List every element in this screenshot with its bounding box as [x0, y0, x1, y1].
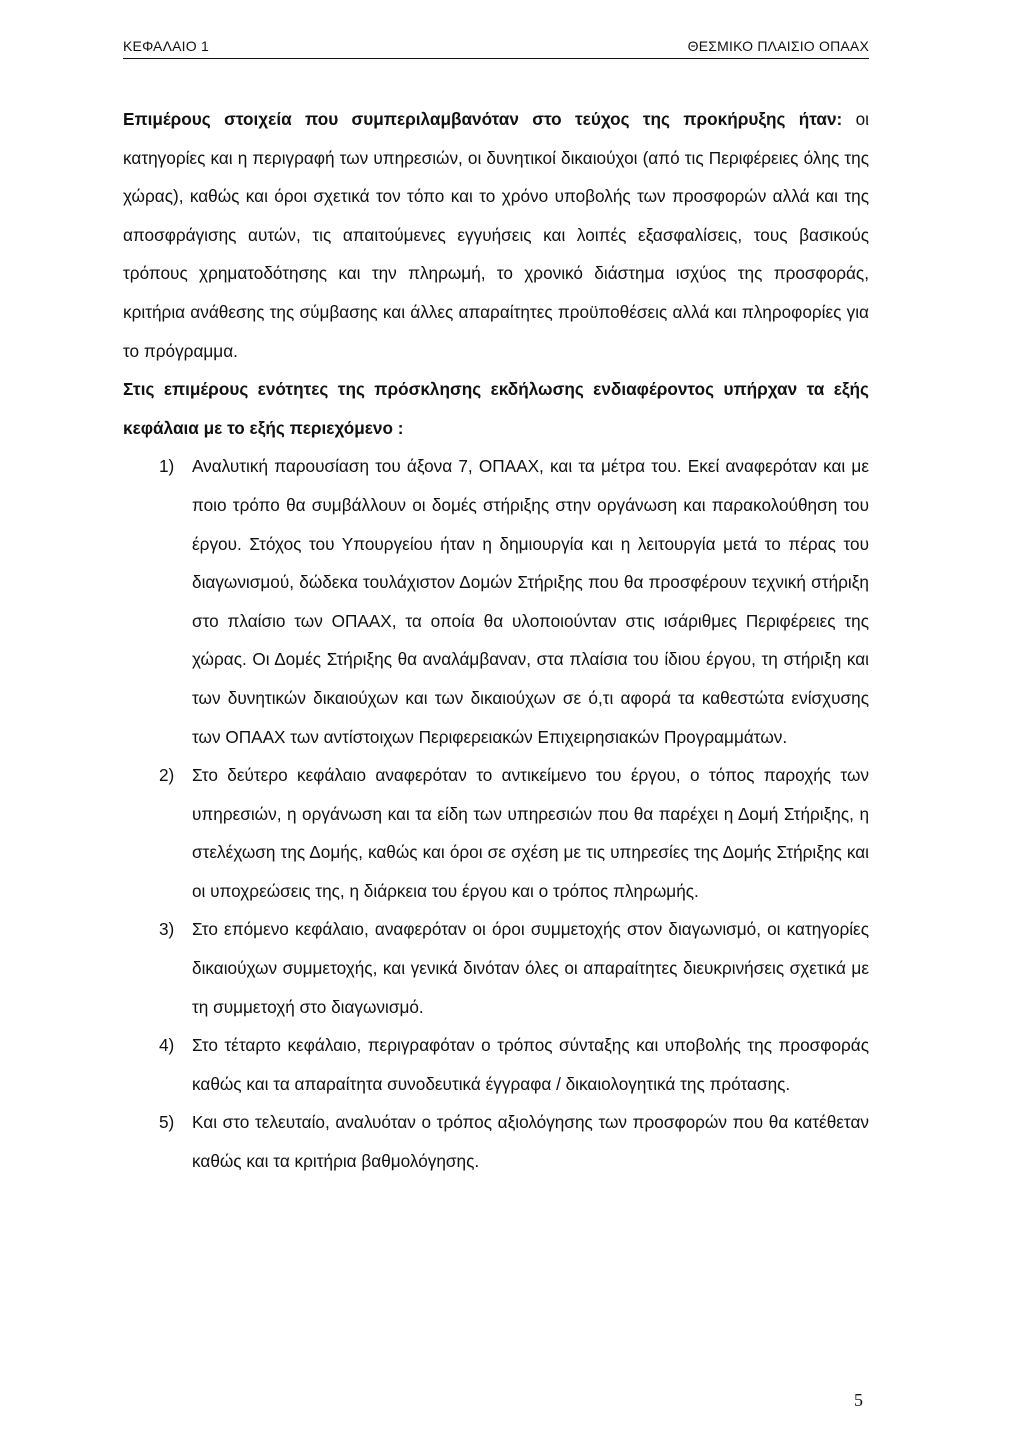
item-text: Στο επόμενο κεφάλαιο, αναφερόταν οι όροι συμμετοχής στον διαγωνισμό, οι κατηγορίες δικαιούχων συμμετοχής, και γενικά δινόταν όλες οι απαραίτητες διευκρινήσεις σχετικά με τη συμμετοχή στο διαγωνισμό. — [192, 919, 869, 1017]
intro-paragraph — [123, 100, 869, 370]
list-item — [123, 1103, 869, 1180]
list-item — [123, 1026, 869, 1103]
item-text: Και στο τελευταίο, αναλυόταν ο τρόπος αξιολόγησης των προσφορών που θα κατέθεταν καθώς και τα κριτήρια βαθμολόγησης. — [192, 1112, 869, 1172]
page-number: 5 — [854, 1390, 863, 1410]
chapter-list — [123, 447, 869, 1180]
document-body — [123, 100, 869, 1181]
intro-text: οι κατηγορίες και η περιγραφή των υπηρεσιών, οι δυνητικοί δικαιούχοι (από τις Περιφέρειες όλης της χώρας), καθώς και όροι σχετικά τον τόπο και το χρόνο υποβολής των προσφορών αλλά και της αποσφράγισης αυτών, τις απαιτούμενες εγγυήσεις και λοιπές εξασφαλίσεις, τους βασικούς τρόπους χρηματοδότησης και την πληρωμή, το χρονικό διάστημα ισχύος της προσφοράς, κριτήρια ανάθεσης της σύμβασης και άλλες απαραίτητες προϋποθέσεις αλλά και πληροφορίες για το πρόγραμμα. — [123, 109, 870, 361]
page-header — [123, 36, 869, 59]
list-item — [123, 910, 869, 1026]
item-number: 2) — [159, 765, 175, 786]
item-text: Αναλυτική παρουσίαση του άξονα 7, ΟΠΑΑΧ, και τα μέτρα του. Εκεί αναφερόταν και με ποιο τρόπο θα συμβάλλουν οι δομές στήριξης στην οργάνωση και παρακολούθηση του έργου. Στόχος του Υπουργείου ήταν η δημιουργία και η λειτουργία μετά το πέρας του διαγωνισμού, δώδεκα τουλάχιστον Δομών Στήριξης που θα προσφέρουν τεχνική στήριξη στο πλαίσιο των ΟΠΑΑΧ, τα οποία θα υλοποιούνταν στις ισάριθμες Περιφέρειες της χώρας. Οι Δομές Στήριξης θα αναλάμβαναν, στα πλαίσια του ίδιου έργου, τη στήριξη και των δυνητικών δικαιούχων και των δικαιούχων σε ό,τι αφορά τα καθεστώτα ενίσχυσης των ΟΠΑΑΧ των αντίστοιχων Περιφερειακών Επιχειρησιακών Προγραμμάτων. — [192, 456, 869, 747]
list-item — [123, 447, 869, 756]
intro-lead: Επιμέρους στοιχεία που συμπεριλαμβανόταν στο τεύχος της προκήρυξης ήταν: — [123, 109, 843, 129]
sections-intro: Στις επιμέρους ενότητες της πρόσκλησης εκδήλωσης ενδιαφέροντος υπήρχαν τα εξής κεφάλαια με το εξής περιεχόμενο : — [123, 379, 869, 438]
item-text: Στο δεύτερο κεφάλαιο αναφερόταν το αντικείμενο του έργου, ο τόπος παροχής των υπηρεσιών, η οργάνωση και τα είδη των υπηρεσιών που θα παρέχει η Δομή Στήριξης, η στελέχωση της Δομής, καθώς και όροι σε σχέση με τις υπηρεσίες της Δομής Στήριξης και οι υποχρεώσεις της, η διάρκεια του έργου και ο τρόπος πληρωμής. — [192, 765, 869, 901]
item-text: Στο τέταρτο κεφάλαιο, περιγραφόταν ο τρόπος σύνταξης και υποβολής της προσφοράς καθώς και τα απαραίτητα συνοδευτικά έγγραφα / δικαιολογητικά της πρότασης. — [192, 1035, 869, 1094]
list-item — [123, 756, 869, 910]
item-number: 4) — [159, 1035, 175, 1056]
section-title: ΘΕΣΜΙΚΟ ΠΛΑΙΣΙΟ ΟΠΑΑΧ — [687, 38, 869, 54]
chapter-label: ΚΕΦΑΛΑΙΟ 1 — [123, 38, 209, 54]
item-number: 1) — [159, 456, 175, 477]
item-number: 3) — [159, 919, 175, 940]
item-number: 5) — [159, 1112, 175, 1133]
